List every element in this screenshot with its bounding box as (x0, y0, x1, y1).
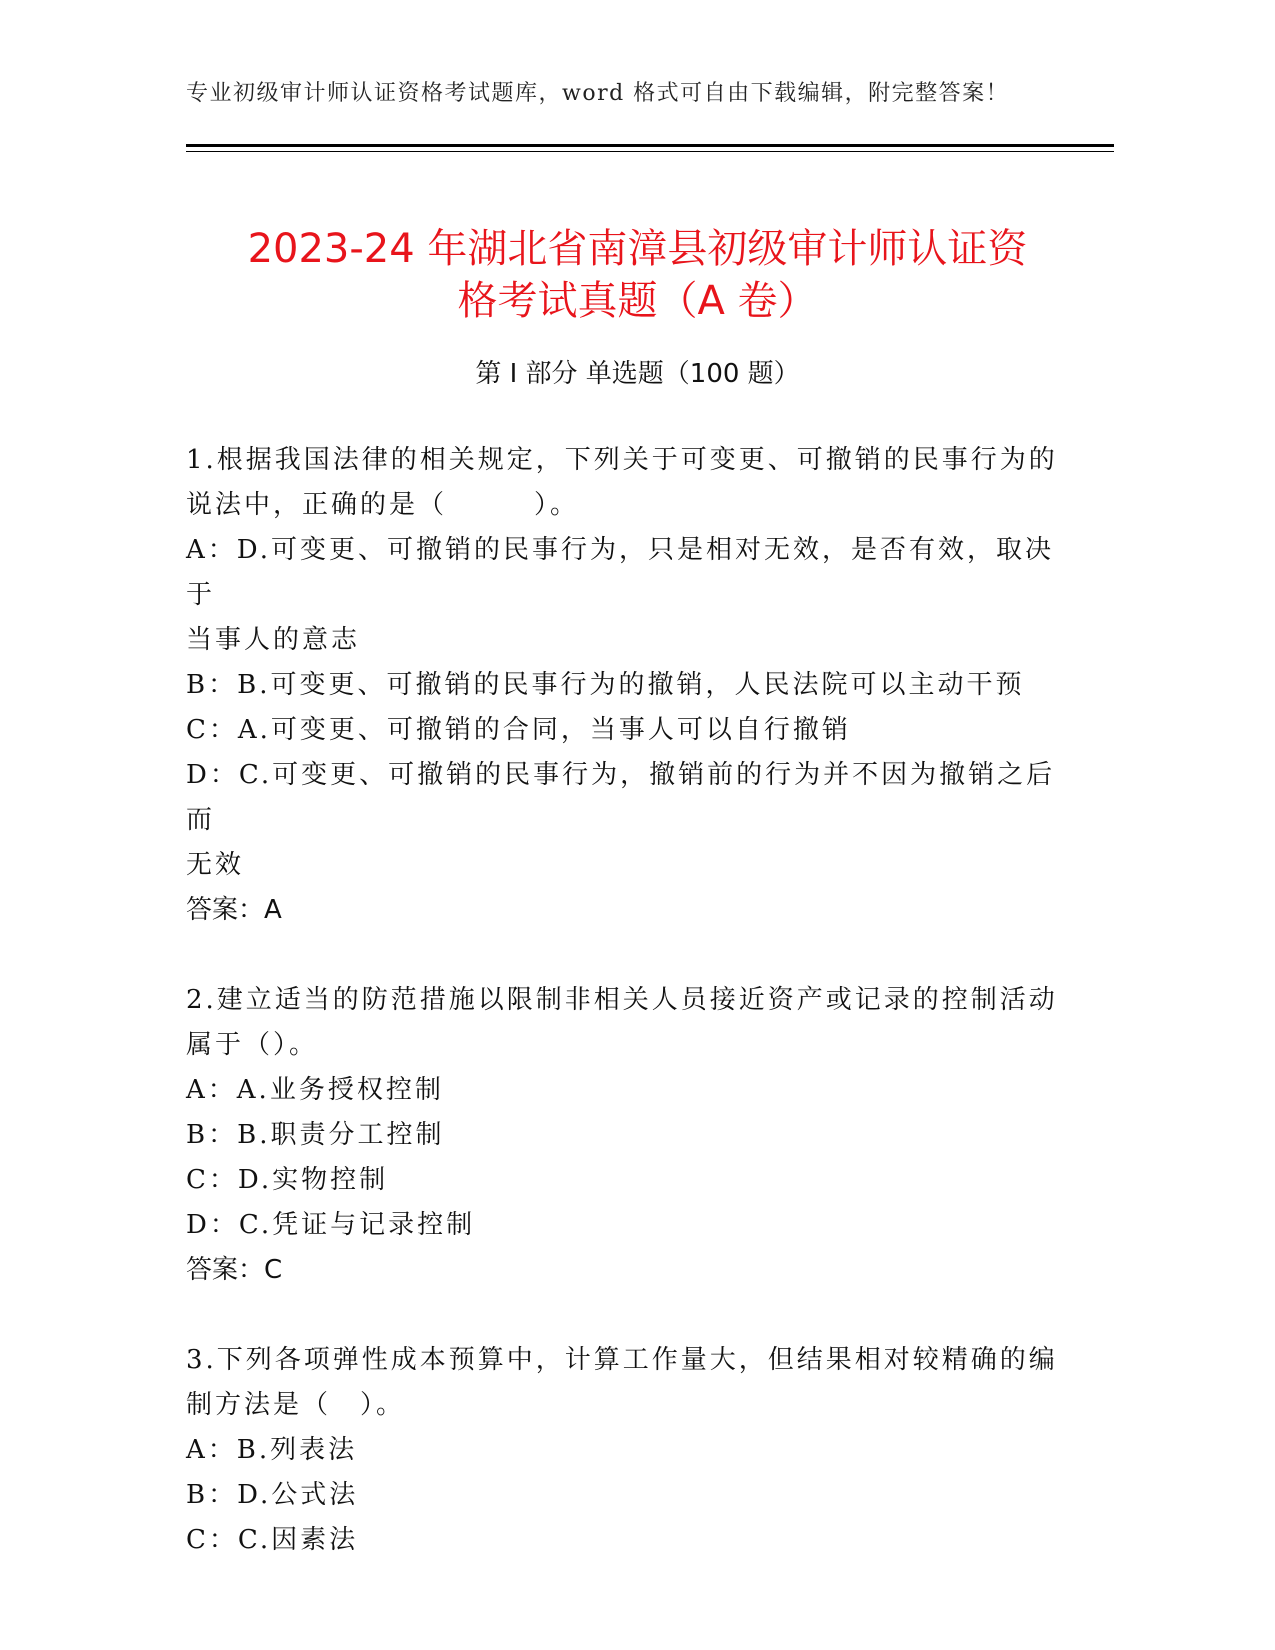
question-stem-line: 3.下列各项弹性成本预算中，计算工作量大，但结果相对较精确的编 (186, 1345, 1058, 1375)
question-2 (186, 978, 1066, 1293)
document-title-line-2: 格考试真题（A 卷） (457, 277, 818, 324)
question-3 (186, 1338, 1066, 1563)
question-list (186, 438, 1066, 1608)
option-c: C：C.因素法 (186, 1525, 359, 1555)
option-a: A：B.列表法 (186, 1435, 358, 1465)
header-note: 专业初级审计师认证资格考试题库，word 格式可自由下载编辑，附完整答案！ (186, 81, 1010, 106)
option-a: A：D.可变更、可撤销的民事行为，只是相对无效，是否有效，取决于 (186, 535, 1054, 610)
question-stem-line: 属于（）。 (186, 1030, 319, 1060)
question-stem-line: 2.建立适当的防范措施以限制非相关人员接近资产或记录的控制活动 (186, 985, 1058, 1015)
option-a-continued: 当事人的意志 (186, 625, 361, 655)
header-rule-thick (186, 144, 1114, 147)
option-a: A：A.业务授权控制 (186, 1075, 444, 1105)
option-c: C：A.可变更、可撤销的合同，当事人可以自行撤销 (186, 715, 851, 745)
question-stem-line: 1.根据我国法律的相关规定，下列关于可变更、可撤销的民事行为的 (186, 445, 1058, 475)
option-b: B：B.职责分工控制 (186, 1120, 445, 1150)
option-b: B：D.公式法 (186, 1480, 359, 1510)
document-title (140, 223, 1135, 327)
option-c: C：D.实物控制 (186, 1165, 389, 1195)
option-d: D：C.可变更、可撤销的民事行为，撤销前的行为并不因为撤销之后而 (186, 760, 1056, 835)
document-title-line-1: 2023-24 年湖北省南漳县初级审计师认证资 (247, 225, 1028, 272)
question-stem-line: 制方法是（ ）。 (186, 1390, 406, 1420)
answer: 答案：A (186, 895, 282, 925)
option-d-continued: 无效 (186, 850, 245, 880)
header-rule-thin (186, 151, 1114, 152)
question-1 (186, 438, 1066, 933)
option-b: B：B.可变更、可撤销的民事行为的撤销，人民法院可以主动干预 (186, 670, 1025, 700)
option-d: D：C.凭证与记录控制 (186, 1210, 476, 1240)
answer: 答案：C (186, 1255, 283, 1285)
section-title: 第 I 部分 单选题（100 题） (475, 359, 800, 389)
question-stem-line: 说法中，正确的是（ ）。 (186, 490, 580, 520)
